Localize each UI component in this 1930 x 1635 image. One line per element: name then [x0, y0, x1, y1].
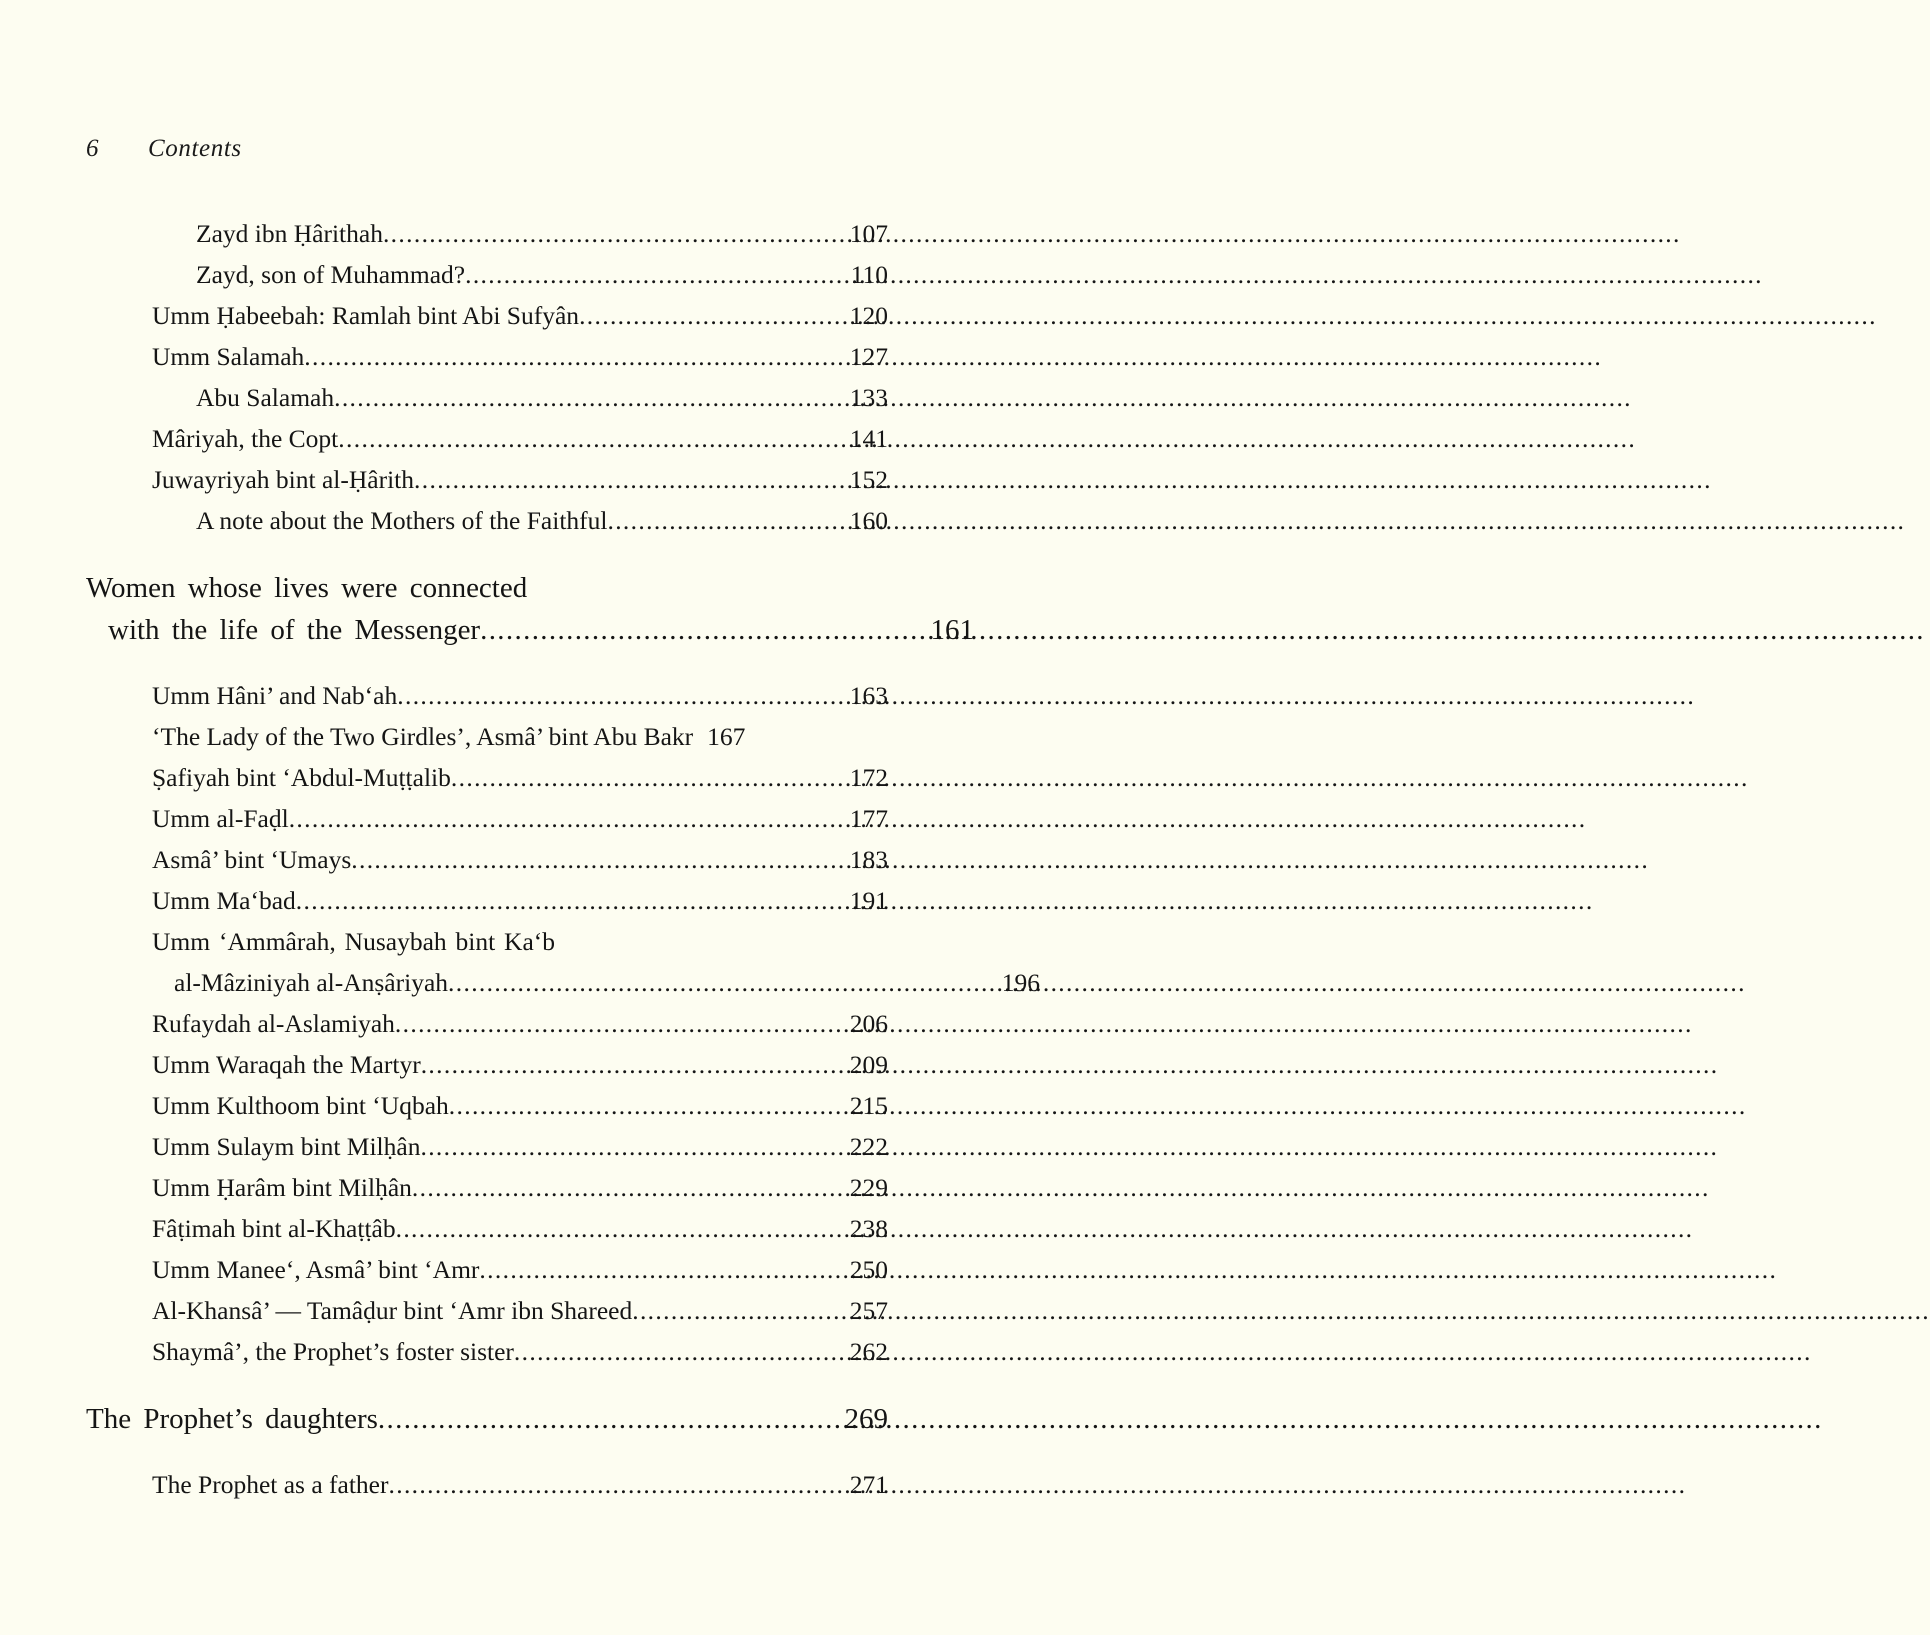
dot-leader	[289, 814, 850, 840]
toc-entry-title: Mâriyah, the Copt	[152, 424, 339, 453]
dot-leader	[451, 773, 850, 799]
toc-entry-title: Umm Hâni’ and Nabʻah	[152, 681, 398, 710]
toc-entry[interactable]	[0, 418, 974, 459]
dot-leader	[421, 1060, 850, 1086]
toc-entry-page-number: 152	[849, 465, 888, 494]
toc-entry-title: Shaymâ’, the Prophet’s foster sister	[152, 1337, 514, 1366]
toc-entry-page-number: 215	[849, 1091, 888, 1120]
toc-entry[interactable]	[0, 1126, 974, 1167]
toc-entry-page-number: 191	[849, 886, 888, 915]
toc-entry-page-number: 238	[849, 1214, 888, 1243]
dot-leader	[338, 434, 849, 460]
toc-entry[interactable]	[0, 839, 974, 880]
toc-entry-page-number: 127	[849, 342, 888, 371]
dot-leader	[334, 393, 850, 419]
toc-entry-page-number: 110	[850, 260, 888, 289]
toc-entry-page-number: 107	[849, 219, 888, 248]
page-folio-number: 6	[86, 135, 99, 162]
dot-leader	[351, 855, 850, 881]
toc-entry[interactable]	[0, 295, 974, 336]
dot-leader	[579, 311, 850, 337]
toc-entry[interactable]	[0, 1398, 974, 1440]
toc-entry-title: Zayd ibn Ḥârithah	[196, 219, 383, 248]
toc-entry-title: Umm Kulthoom bint ʻUqbah	[152, 1091, 449, 1120]
toc-entry-page-number: 133	[849, 383, 888, 412]
toc-entry[interactable]	[0, 1044, 974, 1085]
toc-entry-title: Juwayriyah bint al-Ḥârith	[152, 465, 415, 494]
toc-entry[interactable]	[0, 1331, 974, 1372]
toc-entry-title: The Prophet as a father	[152, 1470, 389, 1499]
toc-entry-page-number: 262	[849, 1337, 888, 1366]
toc-entry-page-number: 161	[930, 614, 974, 646]
toc-entry-title: A note about the Mothers of the Faithful	[196, 506, 608, 535]
toc-entry[interactable]	[0, 757, 974, 798]
toc-entry-page-number: 163	[849, 681, 888, 710]
toc-entry-title: Umm Ḥabeebah: Ramlah bint Abi Sufyân	[152, 301, 580, 330]
dot-leader	[395, 1019, 850, 1045]
toc-entry-page-number: 167	[707, 722, 746, 751]
toc-entry[interactable]	[0, 675, 974, 716]
dot-leader	[514, 1347, 850, 1373]
toc-entry-title: Umm Ḥarâm bint Milḥân	[152, 1173, 412, 1202]
toc-entry-title: Umm Maneeʻ, Asmâ’ bint ʻAmr	[152, 1255, 480, 1284]
dot-leader	[296, 896, 850, 922]
toc-entry[interactable]	[0, 1003, 974, 1044]
toc-entry-page-number: 250	[849, 1255, 888, 1284]
toc-entry-page-number: 257	[849, 1296, 888, 1325]
dot-leader	[448, 978, 1002, 1004]
toc-entry-title: ‘The Lady of the Two Girdles’, Asmâ’ bint Abu Bakr	[152, 722, 694, 751]
dot-leader	[397, 691, 850, 717]
toc-entry-page-number: 141	[849, 424, 888, 453]
toc-entry-page-number: 172	[849, 763, 888, 792]
toc-entry-title: Umm Sulaym bint Milḥân	[152, 1132, 421, 1161]
toc-entry-title: The Prophet’s daughters	[86, 1403, 378, 1435]
dot-leader	[304, 352, 849, 378]
toc-entry[interactable]	[0, 1249, 974, 1290]
toc-entry-title-continued: al-Mâziniyah al-Anṣâriyah	[174, 968, 449, 997]
toc-entry[interactable]	[0, 1208, 974, 1249]
toc-entry-title: Women whose lives were connected	[86, 572, 528, 604]
toc-entry-page-number: 196	[1001, 968, 1040, 997]
toc-entry[interactable]	[0, 798, 974, 839]
dot-leader	[607, 516, 849, 542]
toc-entry[interactable]	[0, 377, 974, 418]
toc-entry[interactable]	[0, 213, 974, 254]
toc-entry-title: Umm ʻAmmârah, Nusaybah bint Kaʻb	[152, 927, 556, 956]
toc-entry-page-number: 269	[844, 1403, 888, 1435]
toc-entry-page-number: 160	[849, 506, 888, 535]
toc-entry-page-number: 177	[849, 804, 888, 833]
table-of-contents	[0, 213, 1040, 1505]
toc-entry-page-number: 222	[849, 1132, 888, 1161]
dot-leader	[378, 1411, 845, 1440]
dot-leader	[383, 229, 850, 255]
toc-entry-page-number: 271	[849, 1470, 888, 1499]
toc-entry-title: Umm Maʻbad	[152, 886, 296, 915]
dot-leader	[480, 622, 930, 651]
toc-entry-title: Zayd, son of Muhammad?	[196, 260, 466, 289]
toc-entry-page-number: 120	[849, 301, 888, 330]
toc-entry[interactable]	[0, 500, 974, 541]
toc-entry-page-number: 229	[849, 1173, 888, 1202]
toc-entry-title: Umm al-Faḍl	[152, 804, 289, 833]
toc-entry[interactable]	[0, 1167, 974, 1208]
dot-leader	[414, 475, 850, 501]
dot-leader	[420, 1142, 849, 1168]
toc-entry[interactable]	[0, 716, 974, 757]
toc-entry-title: Fâṭimah bint al-Khaṭṭâb	[152, 1214, 396, 1243]
toc-entry[interactable]	[0, 254, 974, 295]
toc-entry-title: Abu Salamah	[196, 383, 335, 412]
toc-entry[interactable]	[0, 1464, 974, 1505]
dot-leader	[479, 1265, 849, 1291]
toc-entry-page-number: 209	[849, 1050, 888, 1079]
toc-entry[interactable]	[0, 880, 974, 921]
dot-leader	[412, 1183, 850, 1209]
toc-entry-title-continued: with the life of the Messenger	[108, 614, 481, 646]
toc-entry[interactable]	[0, 1085, 974, 1126]
toc-entry-title: Ṣafiyah bint ʻAbdul-Muṭṭalib	[152, 763, 451, 792]
toc-entry-page-number: 183	[849, 845, 888, 874]
dot-leader	[389, 1480, 850, 1506]
toc-entry-page-number: 206	[849, 1009, 888, 1038]
toc-entry[interactable]	[0, 459, 974, 500]
toc-entry[interactable]	[0, 921, 1126, 1003]
running-head-title: Contents	[148, 135, 242, 162]
toc-entry-title: Rufaydah al-Aslamiyah	[152, 1009, 395, 1038]
dot-leader	[465, 270, 851, 296]
toc-entry-title: Umm Salamah	[152, 342, 305, 371]
dot-leader	[449, 1101, 850, 1127]
dot-leader	[396, 1224, 850, 1250]
dot-leader	[632, 1306, 850, 1332]
toc-entry[interactable]	[0, 336, 974, 377]
toc-entry[interactable]	[0, 1290, 974, 1331]
toc-entry[interactable]	[0, 567, 1060, 651]
running-head	[86, 135, 242, 163]
toc-entry-title: Asmâ’ bint ʻUmays	[152, 845, 352, 874]
toc-entry-title: Umm Waraqah the Martyr	[152, 1050, 421, 1079]
toc-entry-title: Al-Khansâ’ — Tamâḍur bint ʻAmr ibn Shareed	[152, 1296, 633, 1325]
